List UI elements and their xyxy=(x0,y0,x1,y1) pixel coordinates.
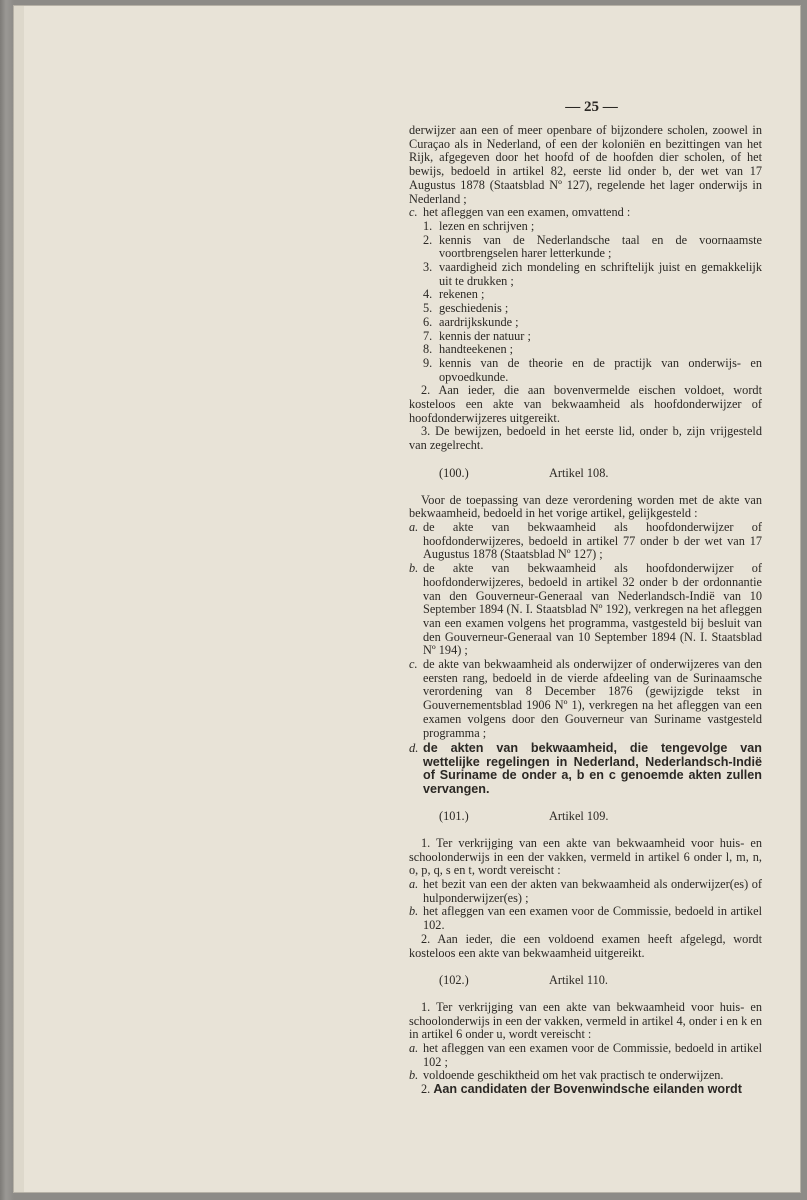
list-number: 9. xyxy=(423,355,433,370)
item-text: het afleggen van een examen voor de Commissie, bedoeld in artikel 102. xyxy=(423,904,762,933)
subject-list xyxy=(409,220,762,384)
item-text: voldoende geschiktheid om het vak practisch te onderwijzen. xyxy=(423,1068,724,1083)
page-number: — 25 — xyxy=(565,99,618,115)
list-text: vaardigheid zich mondeling en schriftelijk juist en gemakkelijk uit te drukken ; xyxy=(439,260,762,288)
item-marker: b. xyxy=(409,1068,419,1083)
item-marker: b. xyxy=(409,561,419,576)
article-ref: (100.) xyxy=(439,465,469,480)
article-110-paragraph-1: 1. Ter verkrijging van een akte van bekwaamheid voor huis- en schoolonderwijs in een der vakken, vermeld in artikel 4, onder i en k en in artikel 6 onder u, wordt vereischt : xyxy=(409,999,762,1042)
article-title: Artikel 108. xyxy=(549,465,609,480)
paragraph-3: 3. De bewijzen, bedoeld in het eerste lid, onder b, zijn vrijgesteld van zegelrecht. xyxy=(409,424,762,453)
article-110-heading xyxy=(409,974,762,988)
item-marker: a. xyxy=(409,1041,419,1056)
item-marker: b. xyxy=(409,904,419,919)
list-item xyxy=(409,357,762,384)
article-ref: (102.) xyxy=(439,973,469,988)
item-marker: d. xyxy=(409,741,419,756)
list-text: kennis der natuur ; xyxy=(439,328,531,343)
list-number: 1. xyxy=(423,218,433,233)
item-marker: a. xyxy=(409,519,419,534)
list-number: 6. xyxy=(423,314,433,329)
list-text: aardrijkskunde ; xyxy=(439,314,519,329)
list-text: lezen en schrijven ; xyxy=(439,218,535,233)
item-text: het bezit van een der akten van bekwaamheid als onderwijzer(es) of hulponderwijzer(es) ; xyxy=(423,877,762,905)
list-number: 7. xyxy=(423,328,433,343)
list-item xyxy=(409,234,762,261)
item-text: het afleggen van een examen, omvattend : xyxy=(423,205,631,220)
item-c xyxy=(409,206,762,220)
list-item xyxy=(409,302,762,316)
article-ref: (101.) xyxy=(439,809,469,824)
list-item xyxy=(409,905,762,932)
article-title: Artikel 110. xyxy=(549,973,608,988)
paragraph-number: 2. xyxy=(421,1082,431,1097)
intro-paragraph: derwijzer aan een of meer openbare of bijzondere scholen, zoowel in Curaçao als in Nederland, of een der koloniën en bezittingen van het Rijk, afgegeven door het hoofd of de hoofden dier scholen, of het bewijs, bedoeld in artikel 82, eerste lid onder b, der wet van 17 Augustus 1878 (Staatsblad Nº 127), regelende het lager onderwijs in Nederland ; xyxy=(409,123,762,206)
text-column xyxy=(409,98,762,1097)
article-109-heading xyxy=(409,810,762,824)
list-text: kennis van de theorie en de practijk van onderwijs- en opvoedkunde. xyxy=(439,355,762,384)
list-item xyxy=(409,316,762,330)
paragraph-text-amended: Aan candidaten der Bovenwindsche eilanden wordt xyxy=(433,1082,742,1097)
item-text: de akten van bekwaamheid, die tengevolge van wettelijke regelingen in Nederland, Nederlandsch-Indië of Suriname de onder a, b en c genoemde akten zullen vervangen. xyxy=(423,741,762,796)
list-item-amended xyxy=(409,742,762,796)
article-108-heading xyxy=(409,467,762,481)
item-text: de akte van bekwaamheid als onderwijzer of onderwijzeres van den eersten rang, bedoeld in de vierde afdeeling van de Surinaamsche verordening van 8 December 1876 (gewijzigde tekst in Gouvernementsblad 1906 Nº 1), verkregen na het afleggen van een examen volgens door den Gouverneur van Suriname vastgesteld programma ; xyxy=(423,657,762,740)
item-text: de akte van bekwaamheid als hoofdonderwijzer of hoofdonderwijzeres, bedoeld in artikel 77 onder b der wet van 17 Augustus 1878 (Staatsblad Nº 127) ; xyxy=(423,519,762,562)
item-marker: a. xyxy=(409,877,419,892)
list-number: 2. xyxy=(423,232,433,247)
list-item xyxy=(409,1042,762,1069)
article-108-intro: Voor de toepassing van deze verordening worden met de akte van bekwaamheid, bedoeld in het vorige artikel, gelijkgesteld : xyxy=(409,492,762,521)
article-title: Artikel 109. xyxy=(549,809,609,824)
paragraph-2: 2. Aan ieder, die aan bovenvermelde eischen voldoet, wordt kosteloos een akte van bekwaamheid als hoofdonderwijzer of hoofdonderwijzeres uitgereikt. xyxy=(409,383,762,425)
list-item xyxy=(409,261,762,288)
item-marker: c. xyxy=(409,657,418,672)
article-109-paragraph-2: 2. Aan ieder, die een voldoend examen heeft afgelegd, wordt kosteloos een akte van bekwaamheid uitgereikt. xyxy=(409,931,762,960)
list-item xyxy=(409,562,762,658)
item-text: het afleggen van een examen voor de Commissie, bedoeld in artikel 102 ; xyxy=(423,1041,762,1069)
list-item xyxy=(409,521,762,562)
list-item xyxy=(409,1069,762,1083)
item-marker: c. xyxy=(409,205,418,220)
list-item xyxy=(409,220,762,234)
list-number: 3. xyxy=(423,260,433,275)
list-number: 8. xyxy=(423,342,433,357)
list-item xyxy=(409,658,762,740)
list-text: rekenen ; xyxy=(439,287,485,302)
article-110-paragraph-2 xyxy=(409,1083,762,1097)
item-text: de akte van bekwaamheid als hoofdonderwijzer of hoofdonderwijzeres, bedoeld in artikel 32 onder b der ordonnantie van den Gouverneur-Generaal van Nederlandsch-Indië van 10 September 1894 (N. I. Staatsblad Nº 192), verkregen na het afleggen van een examen volgens het programma, vastgesteld bij besluit van den Gouverneur-Generaal van 10 September 1894 (N. I. Staatsblad Nº 194) ; xyxy=(423,561,762,658)
list-item xyxy=(409,330,762,344)
article-109-paragraph-1: 1. Ter verkrijging van een akte van bekwaamheid voor huis- en schoolonderwijs in een der vakken, vermeld in artikel 6 onder l, m, n, o, p, q, s en t, wordt vereischt : xyxy=(409,835,762,878)
list-text: handteekenen ; xyxy=(439,342,514,357)
list-number: 4. xyxy=(423,287,433,302)
list-text: kennis van de Nederlandsche taal en de voornaamste voortbrengselen harer letterkunde ; xyxy=(439,232,762,261)
list-text: geschiedenis ; xyxy=(439,301,509,316)
list-item xyxy=(409,343,762,357)
page-edge xyxy=(14,6,24,1192)
list-item xyxy=(409,878,762,905)
list-item xyxy=(409,288,762,302)
list-number: 5. xyxy=(423,301,433,316)
